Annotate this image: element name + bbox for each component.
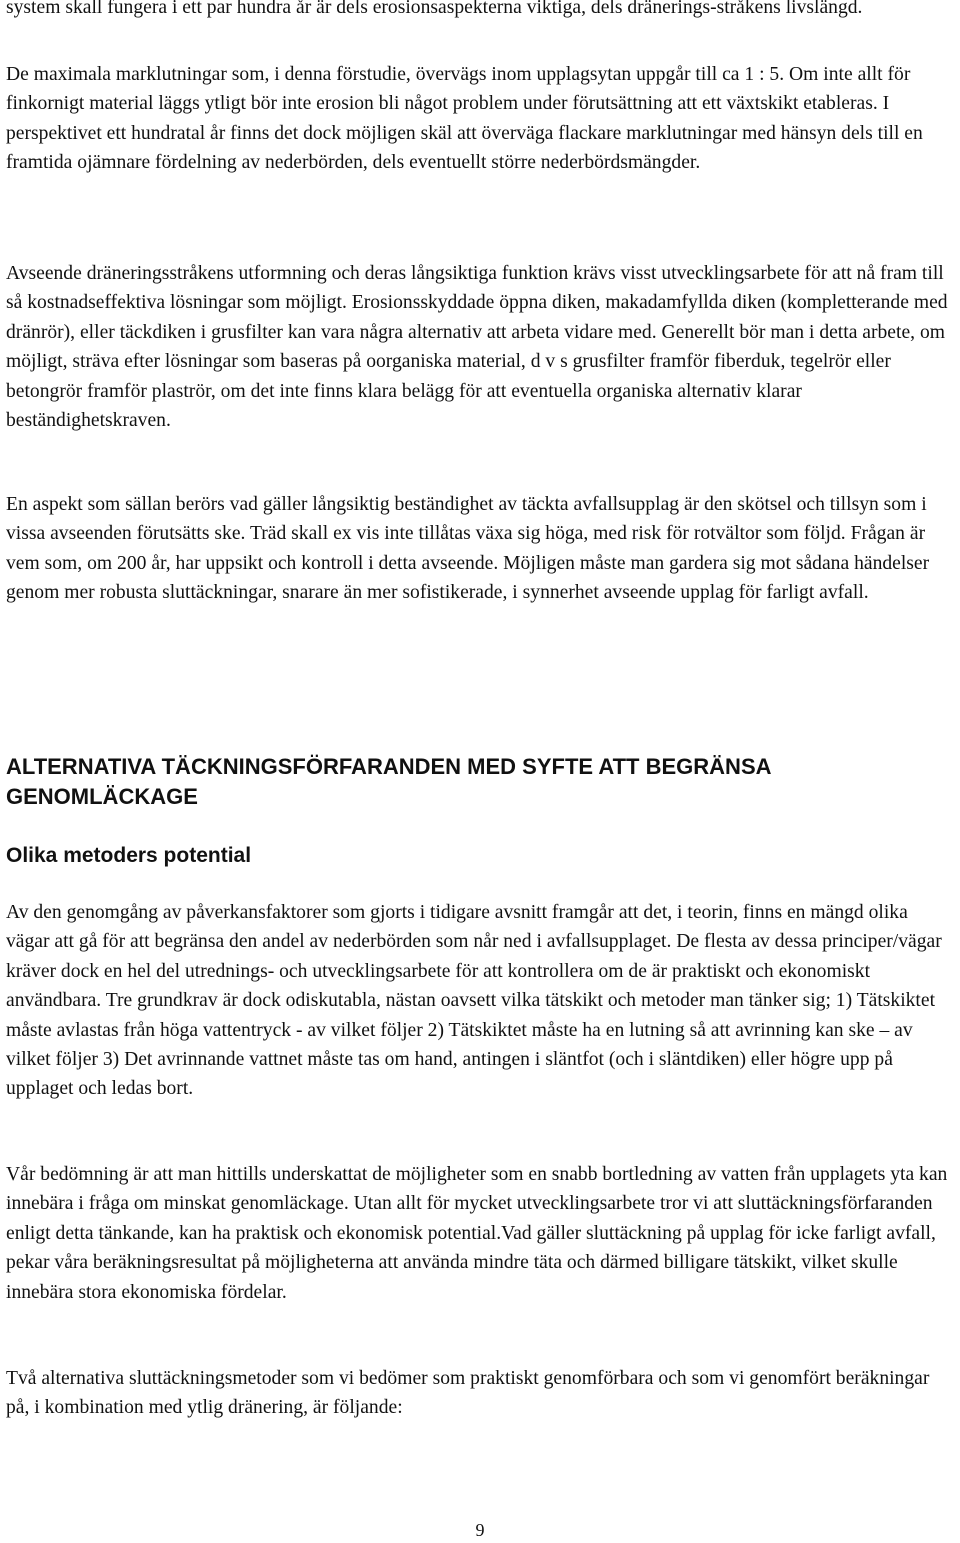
paragraph-drainage-lifespan: system skall fungera i ett par hundra år är dels erosionsaspekterna viktiga, dels dränerings-stråkens livslängd. xyxy=(6,0,863,18)
paragraph-drainage-design: Avseende dräneringsstråkens utformning och deras långsiktiga funktion krävs visst utvecklingsarbete för att nå fram till så kostnadseffektiva lösningar som möjligt. Erosionsskyddade öppna diken, makadamfyllda diken (kompletterande med dränrör), eller täckdiken i grusfilter kan vara några alternativ att arbeta vidare med. Generellt bör man i detta arbete, om möjligt, sträva efter lösningar som baseras på oorganiska material, d v s grusfilter framför fiberduk, tegelrör eller betongrör framför plaströr, om det inte finns klara belägg för att eventuella organiska alternativ klarar beständighetskraven. xyxy=(6,263,948,432)
paragraph-assessment: Vår bedömning är att man hittills underskattat de möjligheter som en snabb bortledning av vatten från upplagets yta kan innebära i fråga om minskat genomläckage. Utan allt för mycket utvecklingsarbete tror vi att sluttäckningsförfaranden enligt detta tänkande, kan ha praktisk och ekonomisk potential.Vad gäller sluttäckning på upplag för icke farligt avfall, pekar våra beräkningsresultat på möjligheterna att använda mindre täta och därmed billigare tätskikt, vilket skulle innebära stora ekonomiska fördelar. xyxy=(6,1164,948,1303)
paragraph-two-methods: Två alternativa sluttäckningsmetoder som vi bedömer som praktiskt genomförbara och som vi genomfört beräkningar på, i kombination med ytlig dränering, är följande: xyxy=(6,1368,930,1419)
paragraph-slope-gradients: De maximala marklutningar som, i denna förstudie, övervägs inom upplagsytan uppgår till ca 1 : 5. Om inte allt för finkornigt material läggs ytligt bör inte erosion bli något problem under förutsättning att ett växtskikt etableras. I perspektivet ett hundratal år finns det dock möjligen skäl att överväga flackare marklutningar med hänsyn dels till en framtida ojämnare fördelning av nederbörden, dels eventuellt större nederbördsmängder. xyxy=(6,64,923,174)
subsection-heading: Olika metoders potential xyxy=(6,844,252,867)
page-number: 9 xyxy=(475,1520,485,1540)
paragraph-review-principles: Av den genomgång av påverkansfaktorer som gjorts i tidigare avsnitt framgår att det, i teorin, finns en mängd olika vägar att gå för att begränsa den andel av nederbörden som når ned i avfallsupplaget. De flesta av dessa principer/vägar kräver dock en hel del utrednings- och utvecklingsarbete för att kontrollera om de är praktiskt och ekonomiskt användbara. Tre grundkrav är dock odiskutabla, nästan oavsett vilka tätskikt och metoder man tänker sig; 1) Tätskiktet måste avlastas från höga vattentryck - av vilket följer 2) Tätskiktet måste ha en lutning så att avrinning kan ske – av vilket följer 3) Det avrinnande vattnet måste tas om hand, antingen i släntfot (och i släntdiken) eller högre upp på upplaget och ledas bort. xyxy=(6,902,942,1100)
paragraph-maintenance-supervision: En aspekt som sällan berörs vad gäller långsiktig beständighet av täckta avfallsupplag är den skötsel och tillsyn som i vissa avseenden förutsätts ske. Träd skall ex vis inte tillåtas växa sig höga, med risk för rotvältor som följd. Frågan är vem som, om 200 år, har uppsikt och kontroll i detta avseende. Möjligen måste man gardera sig mot sådana händelser genom mer robusta sluttäckningar, snarare än mer sofistikerade, i synnerhet avseende upplag för farligt avfall. xyxy=(6,494,930,604)
section-heading: ALTERNATIVA TÄCKNINGSFÖRFARANDEN MED SYFTE ATT BEGRÄNSA GENOMLÄCKAGE xyxy=(6,754,771,809)
